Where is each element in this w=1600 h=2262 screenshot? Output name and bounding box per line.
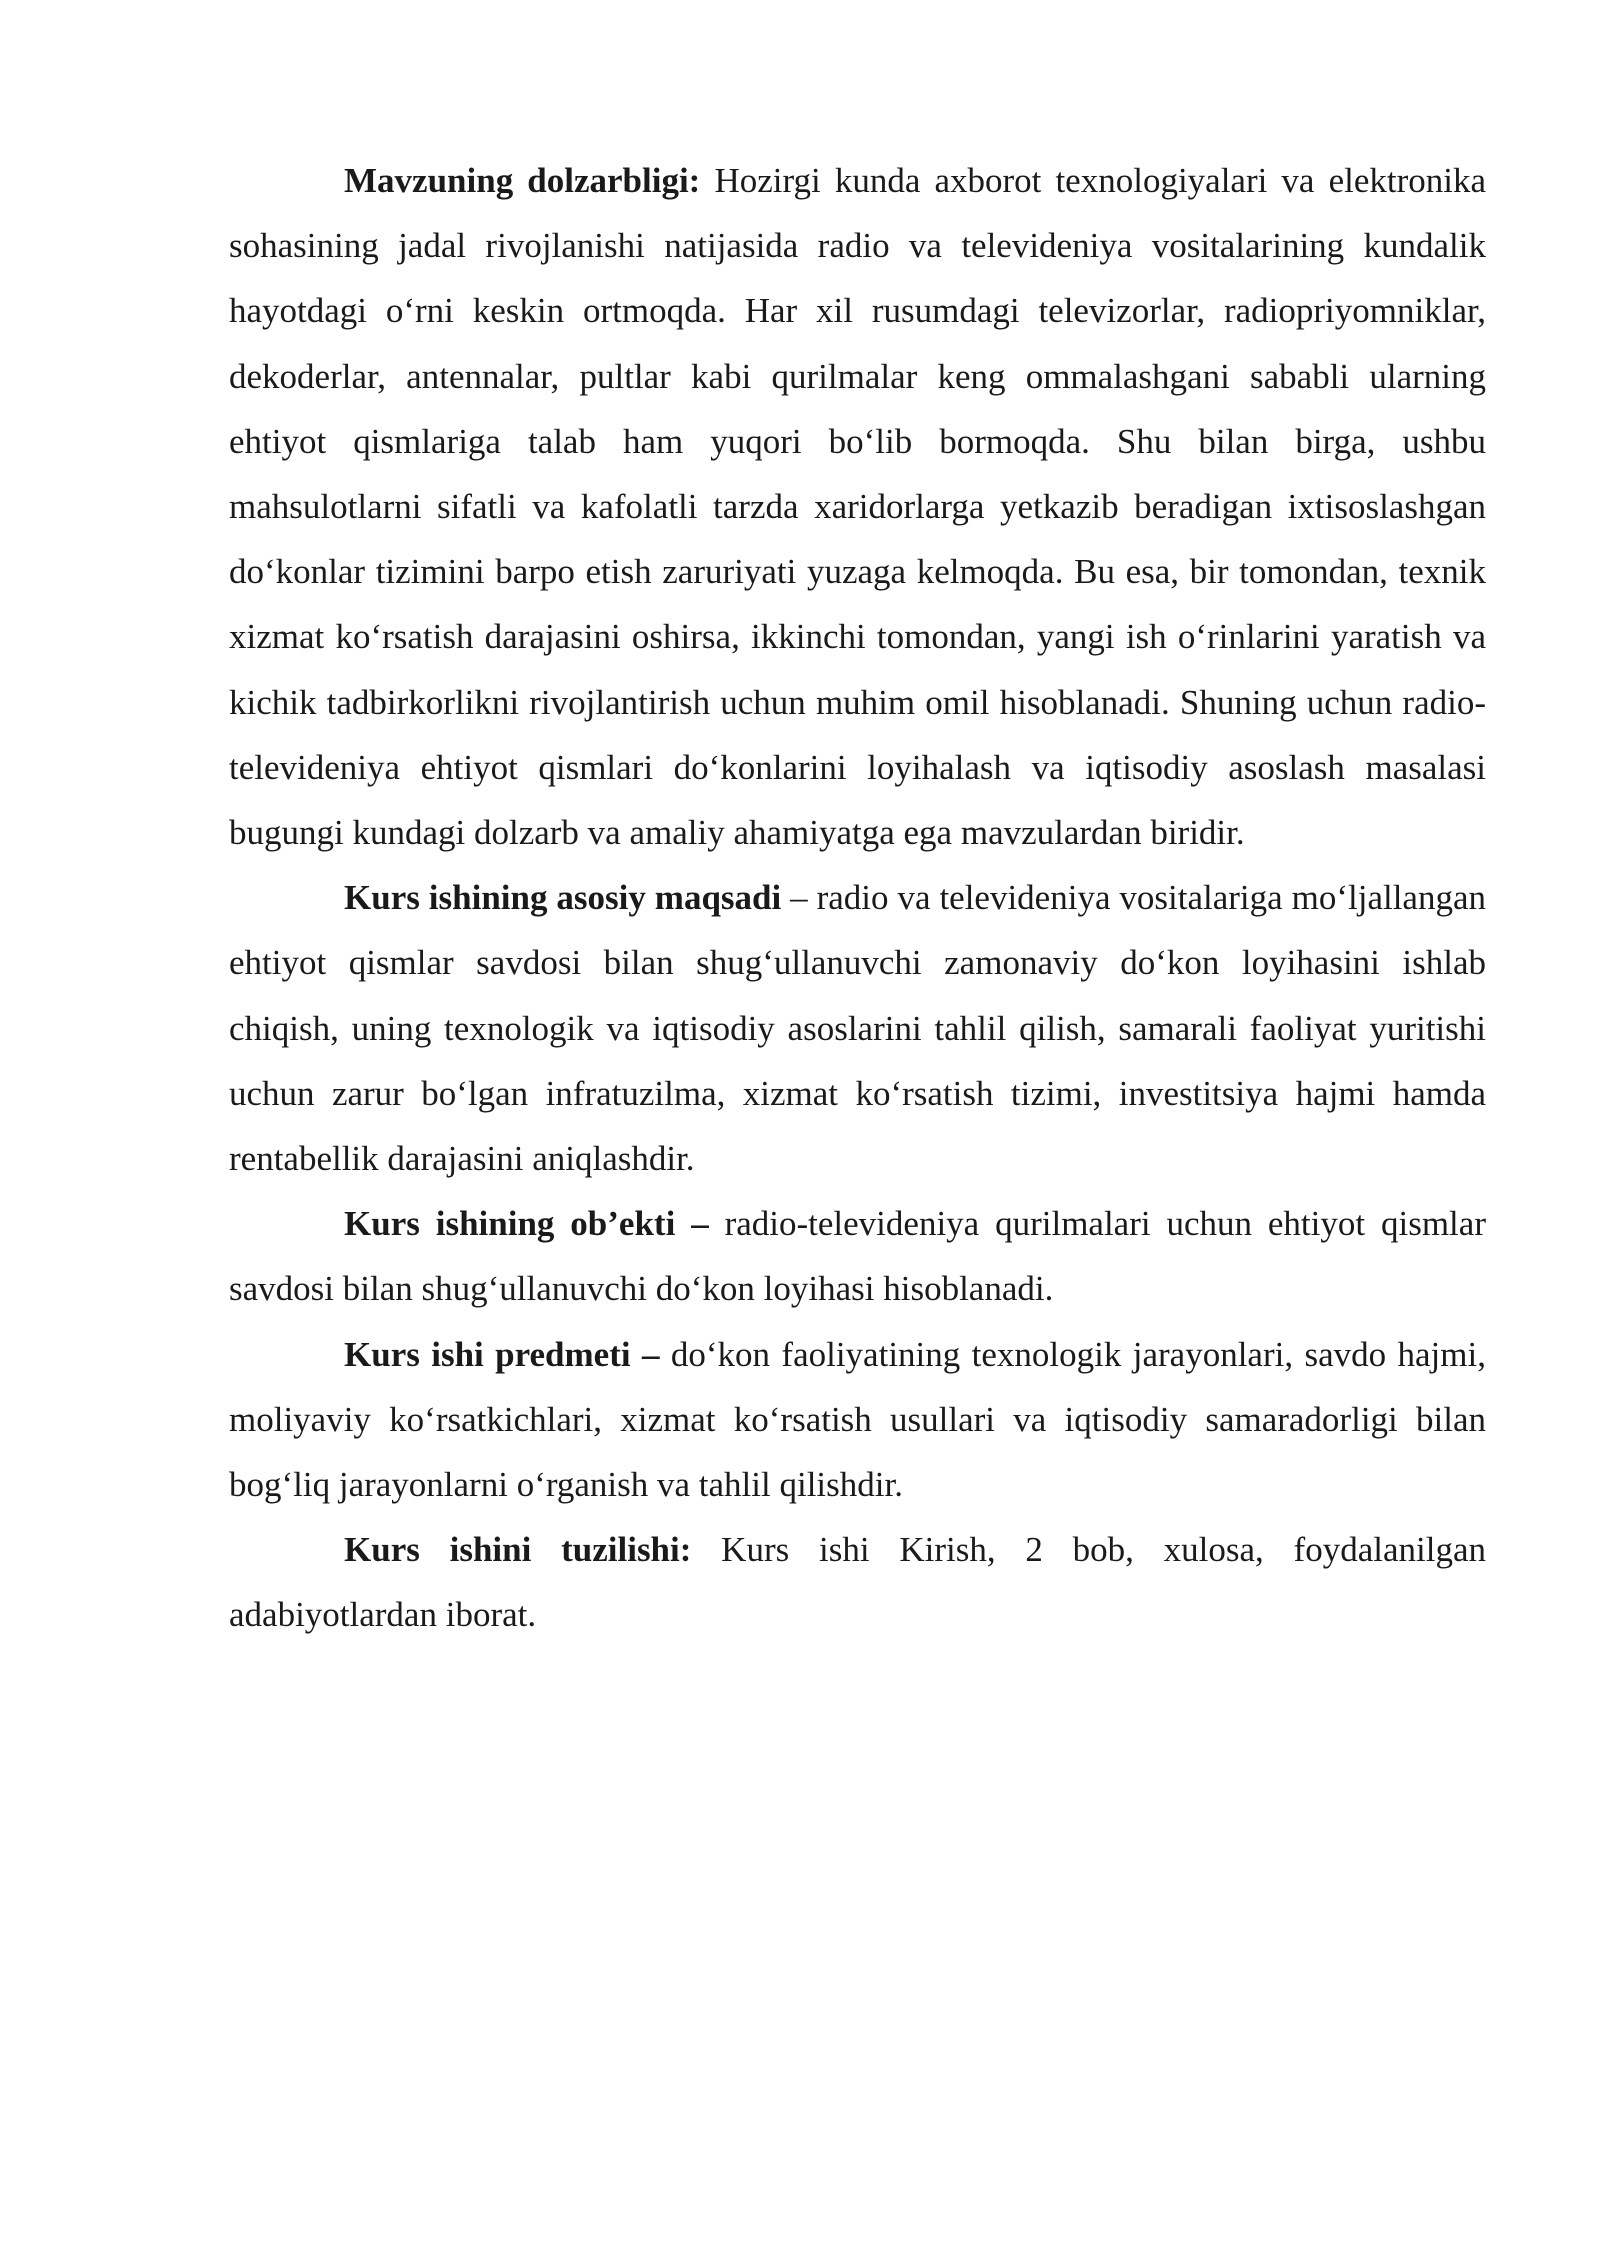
paragraph-text: Hozirgi kunda axborot texnologiyalari va elektronika sohasining jadal rivojlanishi natijasida radio va televideniya vositalarining kundalik hayotdagi o‘rni keskin ortmoqda. Har xil rusumdagi televizorlar, radiopriyomniklar, dekoderlar, antennalar, pultlar kabi qurilmalar keng ommalashgani sababli ularning ehtiyot qismlariga talab ham yuqori bo‘lib bormoqda. Shu bilan birga, ushbu mahsulotlarni sifatli va kafolatli tarzda xaridorlarga yetkazib beradigan ixtisoslashgan do‘konlar tizimini barpo etish zaruriyati yuzaga kelmoqda. Bu esa, bir tomondan, texnik xizmat ko‘rsatish darajasini oshirsa, ikkinchi tomondan, yangi ish o‘rinlarini yaratish va kichik tadbirkorlikni rivojlantirish uchun muhim omil hisoblanadi. Shuning uchun radio-televideniya ehtiyot qismlari do‘konlarini loyihalash va iqtisodiy asoslash masalasi bugungi kundagi dolzarb va amaliy ahamiyatga ega mavzulardan biridir. [229, 161, 1486, 853]
paragraph-text: do‘kon faoliyatining texnologik jarayonlari, savdo hajmi, moliyaviy ko‘rsatkichlari, xizmat ko‘rsatish usullari va iqtisodiy samaradorligi bilan bog‘liq jarayonlarni o‘rganish va tahlil qilishdir. [229, 1334, 1486, 1505]
paragraph-subject [229, 1322, 1486, 1518]
paragraph-heading: Kurs ishini tuzilishi: [344, 1530, 692, 1570]
paragraph-text: Kurs ishi Kirish, 2 bob, xulosa, foydalanilgan adabiyotlardan iborat. [229, 1530, 1486, 1635]
paragraph-heading: Kurs ishining ob’ekti – [344, 1204, 709, 1244]
paragraph-heading: Mavzuning dolzarbligi: [344, 161, 701, 200]
paragraph-text: radio-televideniya qurilmalari uchun ehtiyot qismlar savdosi bilan shug‘ullanuvchi do‘kon loyihasi hisoblanadi. [229, 1204, 1486, 1309]
paragraph-heading: Kurs ishining asosiy maqsadi [344, 878, 782, 918]
paragraph-text: – radio va televideniya vositalariga mo‘ljallangan ehtiyot qismlar savdosi bilan shug‘ullanuvchi zamonaviy do‘kon loyihasini ishlab chiqish, uning texnologik va iqtisodiy asoslarini tahlil qilish, samarali faoliyat yuritishi uchun zarur bo‘lgan infratuzilma, xizmat ko‘rsatish tizimi, investitsiya hajmi hamda rentabellik darajasini aniqlashdir. [229, 878, 1487, 1179]
paragraph-object [229, 1191, 1486, 1321]
paragraph-structure [229, 1517, 1486, 1647]
document-body [229, 148, 1486, 1648]
paragraph-goal [229, 865, 1486, 1191]
paragraph-relevance [229, 148, 1486, 865]
paragraph-heading: Kurs ishi predmeti – [344, 1334, 660, 1374]
